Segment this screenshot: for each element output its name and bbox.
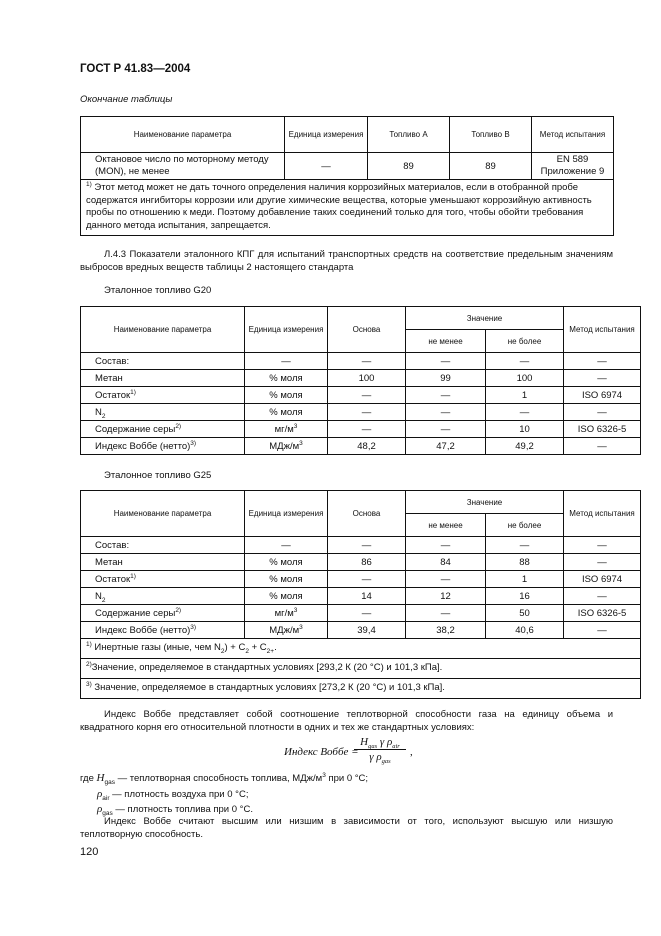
note-sub: 2+ <box>266 647 275 655</box>
g20-table <box>80 306 641 455</box>
octane-table-header <box>81 117 614 153</box>
note-mark: 2) <box>86 660 92 668</box>
note-sub: 2 <box>245 647 249 655</box>
formula-sub: gas <box>381 758 391 766</box>
method-cell <box>532 153 614 180</box>
unit-cell <box>245 605 328 622</box>
base-cell: 39,4 <box>328 622 406 639</box>
method-cell: ISO 6974 <box>564 571 641 588</box>
base-cell: — <box>328 605 406 622</box>
unit-text: % моля <box>269 406 303 418</box>
unit-cell <box>245 537 328 554</box>
table-continuation-label: Окончание таблицы <box>80 94 173 105</box>
header-param: Наименование параметра <box>81 307 245 353</box>
footnote-mark: 3) <box>190 623 197 631</box>
fuel-b-cell: 89 <box>450 153 532 180</box>
param-cell: Октановое число по моторному методу (MON), не менее <box>81 153 285 180</box>
g25-table <box>80 490 641 699</box>
base-cell: 14 <box>328 588 406 605</box>
unit-sup: 3 <box>299 439 303 447</box>
symbol-sub: gas <box>102 809 113 817</box>
unit-text: мг/м <box>274 423 294 435</box>
symbol-rho: ρ <box>97 788 103 800</box>
table-row <box>81 387 641 404</box>
min-cell: — <box>406 605 486 622</box>
table-row <box>81 605 641 622</box>
table-note-row <box>81 180 614 236</box>
fuel-a-cell: 89 <box>368 153 450 180</box>
g25-note-row-2 <box>81 659 641 679</box>
unit-cell <box>245 588 328 605</box>
header-method: Метод испытания <box>532 117 614 153</box>
g25-body <box>81 537 641 639</box>
param-name: Индекс Воббе (нетто) <box>95 440 191 452</box>
max-cell: 1 <box>486 387 564 404</box>
param-cell <box>81 537 245 554</box>
formula-h: H <box>360 736 369 748</box>
formula-end: , <box>410 746 413 758</box>
note-mark: 1) <box>86 640 92 648</box>
unit-cell <box>245 438 328 455</box>
max-cell: 16 <box>486 588 564 605</box>
octane-table <box>80 116 614 236</box>
note-sub: 2 <box>220 647 225 655</box>
method-cell: — <box>564 353 641 370</box>
unit-text: % моля <box>269 372 303 384</box>
param-cell <box>81 605 245 622</box>
param-name: Индекс Воббе (нетто) <box>95 624 191 636</box>
unit-cell <box>245 387 328 404</box>
header-base: Основа <box>328 307 406 353</box>
formula-gamma-rho: γ ρ <box>377 736 393 748</box>
base-cell: — <box>328 537 406 554</box>
param-name: N <box>95 590 102 602</box>
table-note <box>81 180 614 236</box>
param-name: Остаток <box>95 389 131 401</box>
base-cell: — <box>328 571 406 588</box>
formula-gamma-rho: γ ρ <box>369 751 382 763</box>
formula-numerator <box>354 736 406 750</box>
min-cell: — <box>406 404 486 421</box>
header-min: не менее <box>406 330 486 353</box>
document-header: ГОСТ Р 41.83—2004 <box>80 63 191 75</box>
param-cell <box>81 404 245 421</box>
min-cell: — <box>406 387 486 404</box>
header-base: Основа <box>328 491 406 537</box>
param-name: Метан <box>95 372 123 384</box>
param-name: Содержание серы <box>95 607 176 619</box>
header-method: Метод испытания <box>564 491 641 537</box>
header-value: Значение <box>406 307 564 330</box>
unit-cell <box>245 370 328 387</box>
unit-text: % моля <box>269 590 303 602</box>
base-cell: — <box>328 353 406 370</box>
method-line-1: EN 589 <box>556 154 589 165</box>
page-number: 120 <box>80 846 99 858</box>
paragraph-l43: Л.4.3 Показатели эталонного КПГ для испытаний транспортных средств на соответствие предельным значениям выбросов вредных веществ таблицы 2 настоящего стандарта <box>80 249 613 273</box>
table-row <box>81 622 641 639</box>
unit-text: % моля <box>269 389 303 401</box>
max-cell: 1 <box>486 571 564 588</box>
symbol-h: H <box>96 772 105 784</box>
min-cell: 84 <box>406 554 486 571</box>
header-max: не более <box>486 514 564 537</box>
where-prefix: где <box>80 773 97 784</box>
table-row <box>81 571 641 588</box>
unit-cell <box>245 554 328 571</box>
max-cell: 49,2 <box>486 438 564 455</box>
param-cell <box>81 622 245 639</box>
header-unit: Единица измерения <box>285 117 368 153</box>
table-row <box>81 438 641 455</box>
base-cell: 86 <box>328 554 406 571</box>
param-cell <box>81 554 245 571</box>
where-h-line <box>80 772 368 784</box>
param-cell <box>81 588 245 605</box>
param-sub: 2 <box>101 596 106 604</box>
table-row <box>81 421 641 438</box>
max-cell: 50 <box>486 605 564 622</box>
unit-cell <box>245 421 328 438</box>
formula-denominator <box>354 750 406 766</box>
header-max: не более <box>486 330 564 353</box>
param-cell <box>81 387 245 404</box>
unit-text: % моля <box>269 573 303 585</box>
unit-cell <box>245 404 328 421</box>
table-row <box>81 370 641 387</box>
unit-text: мг/м <box>274 607 294 619</box>
wobbe-paragraph: Индекс Воббе представляет собой соотношение теплотворной способности газа на единицу объема и квадратного корня его относительной плотности в одних и тех же стандартных условиях: <box>80 709 613 733</box>
param-name: Содержание серы <box>95 423 176 435</box>
unit-cell <box>245 353 328 370</box>
max-cell: — <box>486 353 564 370</box>
header-param: Наименование параметра <box>81 117 285 153</box>
g25-note-3 <box>81 679 641 699</box>
unit-sup: 3 <box>293 606 298 614</box>
formula-sub: gas <box>368 743 378 751</box>
footnote-mark: 2) <box>175 422 182 430</box>
formula-lhs: Индекс Воббе = <box>284 746 359 758</box>
table-row <box>81 404 641 421</box>
min-cell: 47,2 <box>406 438 486 455</box>
unit-text: — <box>281 355 291 367</box>
method-cell: — <box>564 588 641 605</box>
where-text: — плотность топлива при 0 °С. <box>112 804 253 815</box>
header-unit: Единица измерения <box>245 307 328 353</box>
unit-cell <box>245 571 328 588</box>
g25-note-1 <box>81 639 641 659</box>
note-text: + C <box>248 641 267 653</box>
g20-body <box>81 353 641 455</box>
method-cell: — <box>564 622 641 639</box>
base-cell: — <box>328 421 406 438</box>
header-method: Метод испытания <box>564 307 641 353</box>
param-name: N <box>95 406 102 418</box>
g25-header-row-1 <box>81 491 641 514</box>
unit-sup: 3 <box>299 623 303 631</box>
max-cell: — <box>486 537 564 554</box>
footnote-mark: 1) <box>130 572 136 580</box>
param-name: Состав: <box>95 539 130 551</box>
method-cell: — <box>564 370 641 387</box>
base-cell: 100 <box>328 370 406 387</box>
g20-caption: Эталонное топливо G20 <box>104 285 212 296</box>
header-fuel-a: Топливо А <box>368 117 450 153</box>
where-air-line <box>97 788 248 800</box>
param-name: Метан <box>95 556 123 568</box>
note-text: Этот метод может не дать точного определения наличия коррозийных материалов, если в отобранной пробе содержатся ингибиторы коррозии или другие химические вещества, которые уменьшают коррозийную активность пробы по отношению к меди. Поэтому добавление таких соединений только для того, чтобы обойти требования данного метода испытания, запрещается. <box>86 182 592 231</box>
where-text: — теплотворная способность топлива, МДж/м <box>114 773 323 784</box>
g25-note-row-3 <box>81 679 641 699</box>
param-name: Остаток <box>95 573 131 585</box>
unit-text: МДж/м <box>269 624 300 636</box>
param-cell <box>81 370 245 387</box>
footnote-mark: 3) <box>190 439 197 447</box>
header-unit: Единица измерения <box>245 491 328 537</box>
max-cell: 40,6 <box>486 622 564 639</box>
param-name: Состав: <box>95 355 130 367</box>
method-line-2: Приложение 9 <box>540 166 605 177</box>
note-text: Значение, определяемое в стандартных условиях [273,2 К (20 °С) и 101,3 кПа]. <box>91 681 445 693</box>
where-gas-line <box>97 803 253 815</box>
table-row <box>81 353 641 370</box>
max-cell: — <box>486 404 564 421</box>
param-cell <box>81 438 245 455</box>
min-cell: — <box>406 571 486 588</box>
param-sub: 2 <box>101 412 106 420</box>
note-text: Значение, определяемое в стандартных условиях [293,2 К (20 °С) и 101,3 кПа]. <box>91 661 443 673</box>
header-min: не менее <box>406 514 486 537</box>
min-cell: — <box>406 537 486 554</box>
method-cell: — <box>564 554 641 571</box>
max-cell: 88 <box>486 554 564 571</box>
header-value: Значение <box>406 491 564 514</box>
param-cell <box>81 353 245 370</box>
min-cell: — <box>406 421 486 438</box>
header-fuel-b: Топливо В <box>450 117 532 153</box>
header-param: Наименование параметра <box>81 491 245 537</box>
unit-sup: 3 <box>322 771 326 779</box>
max-cell: 10 <box>486 421 564 438</box>
g25-note-row-1 <box>81 639 641 659</box>
unit-text: — <box>281 539 291 551</box>
note-text: Инертные газы (иные, чем N <box>91 641 221 653</box>
table-row <box>81 153 614 180</box>
base-cell: — <box>328 387 406 404</box>
note-mark: 3) <box>86 680 92 688</box>
base-cell: 48,2 <box>328 438 406 455</box>
unit-text: % моля <box>269 556 303 568</box>
symbol-rho: ρ <box>97 803 103 815</box>
method-cell: ISO 6974 <box>564 387 641 404</box>
param-cell <box>81 421 245 438</box>
where-text: — плотность воздуха при 0 °С; <box>109 789 249 800</box>
footnote-mark: 2) <box>175 606 182 614</box>
where-text: при 0 °С; <box>325 773 369 784</box>
method-cell: — <box>564 404 641 421</box>
method-cell: ISO 6326-5 <box>564 421 641 438</box>
g25-note-2 <box>81 659 641 679</box>
g25-caption: Эталонное топливо G25 <box>104 470 212 481</box>
max-cell: 100 <box>486 370 564 387</box>
formula-sub: air <box>392 743 400 751</box>
min-cell: 12 <box>406 588 486 605</box>
table-row <box>81 588 641 605</box>
note-text: ) + C <box>224 641 246 653</box>
unit-text: МДж/м <box>269 440 300 452</box>
g20-header-row-1 <box>81 307 641 330</box>
note-mark: 1) <box>86 180 92 188</box>
method-cell: ISO 6326-5 <box>564 605 641 622</box>
method-cell: — <box>564 537 641 554</box>
symbol-sub: gas <box>104 778 115 786</box>
table-row <box>81 537 641 554</box>
method-cell: — <box>564 438 641 455</box>
formula-fraction <box>354 736 406 766</box>
final-paragraph: Индекс Воббе считают высшим или низшим в зависимости от того, используют высшую или низшую теплотворную способность. <box>80 816 613 840</box>
footnote-mark: 1) <box>130 388 136 396</box>
unit-cell <box>245 622 328 639</box>
unit-sup: 3 <box>293 422 298 430</box>
table-row <box>81 554 641 571</box>
note-text: . <box>274 641 277 653</box>
min-cell: — <box>406 353 486 370</box>
symbol-sub: air <box>102 794 110 802</box>
min-cell: 38,2 <box>406 622 486 639</box>
unit-cell: — <box>285 153 368 180</box>
base-cell: — <box>328 404 406 421</box>
param-cell <box>81 571 245 588</box>
min-cell: 99 <box>406 370 486 387</box>
